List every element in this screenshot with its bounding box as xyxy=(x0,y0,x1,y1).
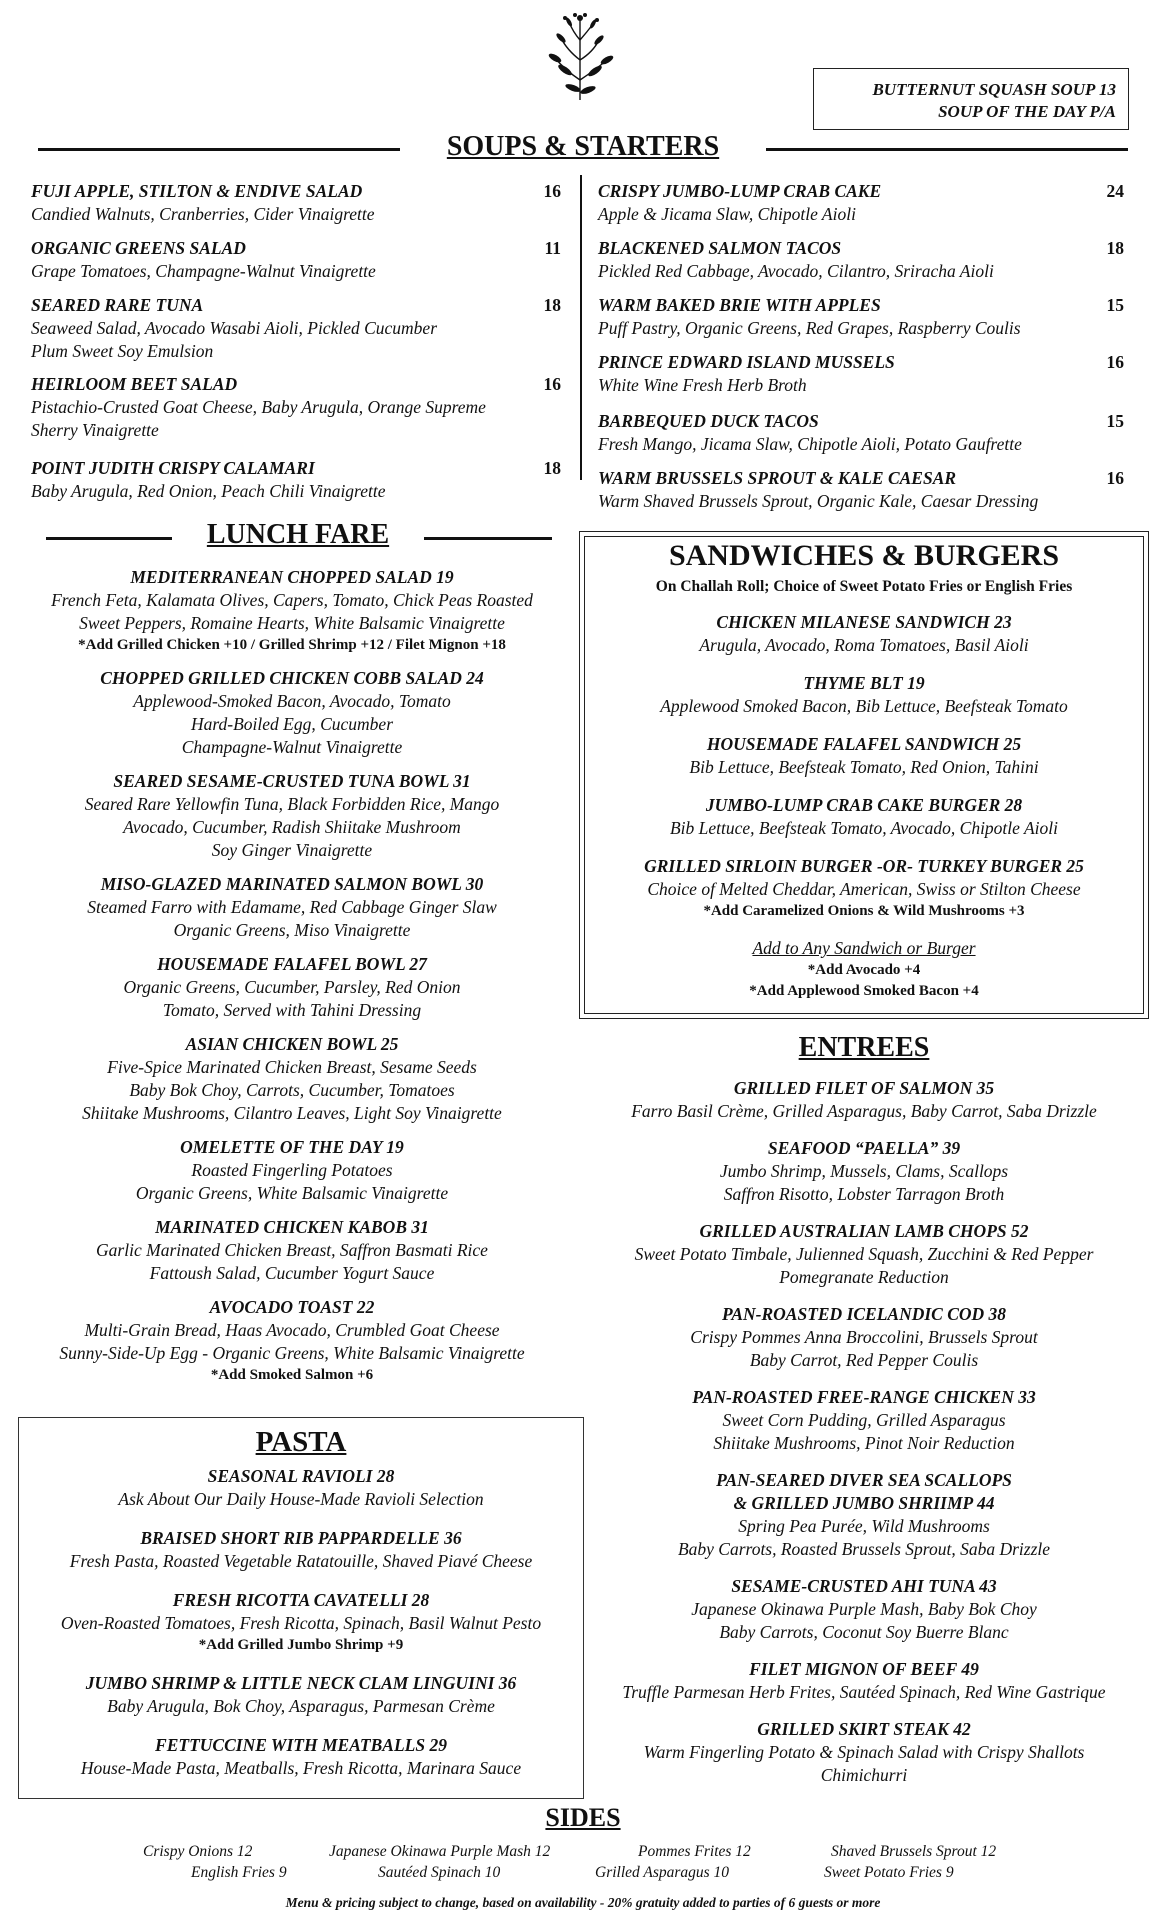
item-description: Baby Arugula, Red Onion, Peach Chili Vinaigrette xyxy=(31,481,386,501)
menu-item xyxy=(585,1469,1143,1561)
item-name: OMELETTE OF THE DAY 19 xyxy=(180,1137,404,1157)
item-description: Truffle Parmesan Herb Frites, Sautéed Spinach, Red Wine Gastrique xyxy=(622,1682,1106,1702)
side-item: Japanese Okinawa Purple Mash 12 xyxy=(329,1843,551,1860)
item-description: Chimichurri xyxy=(820,1765,908,1785)
item-addon-note: *Add Grilled Jumbo Shrimp +9 xyxy=(198,1637,404,1653)
item-name: BARBEQUED DUCK TACOS xyxy=(598,411,819,431)
item-description: Applewood-Smoked Bacon, Avocado, Tomato xyxy=(133,691,451,711)
item-description: Seared Rare Yellowfin Tuna, Black Forbidden Rice, Mango xyxy=(84,794,500,814)
item-name: GRILLED SKIRT STEAK 42 xyxy=(757,1719,971,1739)
menu-item xyxy=(22,953,562,1022)
item-description: Baby Carrots, Coconut Soy Buerre Blanc xyxy=(719,1622,1009,1642)
item-description: Apple & Jicama Slaw, Chipotle Aioli xyxy=(598,204,856,224)
item-description: Oven-Roasted Tomatoes, Fresh Ricotta, Spinach, Basil Walnut Pesto xyxy=(60,1613,542,1633)
item-price: 16 xyxy=(1106,468,1124,488)
menu-item xyxy=(585,611,1143,657)
item-name: PAN-ROASTED FREE-RANGE CHICKEN 33 xyxy=(692,1387,1036,1407)
item-description: Baby Carrots, Roasted Brussels Sprout, Saba Drizzle xyxy=(677,1539,1051,1559)
item-description: Soy Ginger Vinaigrette xyxy=(211,840,373,860)
item-addon-note: *Add Caramelized Onions & Wild Mushrooms +3 xyxy=(703,903,1025,919)
item-description: Fattoush Salad, Cucumber Yogurt Sauce xyxy=(149,1263,435,1283)
item-name: HOUSEMADE FALAFEL BOWL 27 xyxy=(157,954,427,974)
sides-row-2 xyxy=(0,1863,1166,1883)
menu-item xyxy=(31,294,561,363)
item-name: THYME BLT 19 xyxy=(803,673,925,693)
item-name: JUMBO SHRIMP & LITTLE NECK CLAM LINGUINI 36 xyxy=(85,1673,517,1693)
lunch-list xyxy=(22,566,562,1397)
item-name: GRILLED SIRLOIN BURGER -OR- TURKEY BURGER 25 xyxy=(644,856,1084,876)
pasta-title: PASTA xyxy=(255,1426,347,1458)
menu-item xyxy=(585,855,1143,922)
addon-item: *Add Avocado +4 xyxy=(807,962,921,978)
menu-item xyxy=(585,794,1143,840)
item-price: 16 xyxy=(543,374,561,394)
item-name: MEDITERRANEAN CHOPPED SALAD 19 xyxy=(130,567,454,587)
item-description: Tomato, Served with Tahini Dressing xyxy=(162,1000,422,1020)
item-name: SEAFOOD “PAELLA” 39 xyxy=(767,1138,961,1158)
item-name: CRISPY JUMBO-LUMP CRAB CAKE xyxy=(598,181,882,201)
item-description: Candied Walnuts, Cranberries, Cider Vinaigrette xyxy=(31,204,375,224)
item-name: FETTUCCINE WITH MEATBALLS 29 xyxy=(155,1735,447,1755)
menu-item xyxy=(598,237,1124,283)
item-name: PRINCE EDWARD ISLAND MUSSELS xyxy=(598,352,895,372)
menu-item xyxy=(22,873,562,942)
herb-sprig-logo xyxy=(535,10,625,102)
addon-item: *Add Applewood Smoked Bacon +4 xyxy=(749,983,979,999)
menu-item xyxy=(22,1672,580,1718)
item-addon-note: *Add Smoked Salmon +6 xyxy=(210,1367,374,1383)
menu-item xyxy=(22,1589,580,1656)
menu-item xyxy=(598,467,1124,513)
starters-title: SOUPS & STARTERS xyxy=(446,131,720,162)
item-name: SEASONAL RAVIOLI 28 xyxy=(207,1466,395,1486)
item-description: Choice of Melted Cheddar, American, Swiss or Stilton Cheese xyxy=(647,879,1081,899)
starters-divider xyxy=(580,175,582,480)
item-description: House-Made Pasta, Meatballs, Fresh Ricotta, Marinara Sauce xyxy=(80,1758,522,1778)
sides-title: SIDES xyxy=(545,1803,621,1832)
item-name: CHOPPED GRILLED CHICKEN COBB SALAD 24 xyxy=(100,668,484,688)
lunch-rule-left xyxy=(46,537,172,540)
item-description: Crispy Pommes Anna Broccolini, Brussels Sprout xyxy=(690,1327,1038,1347)
item-description: Baby Carrot, Red Pepper Coulis xyxy=(749,1350,979,1370)
menu-item xyxy=(31,180,561,226)
item-price: 15 xyxy=(1106,295,1124,315)
item-description: Organic Greens, Cucumber, Parsley, Red Onion xyxy=(123,977,461,997)
item-description: Warm Shaved Brussels Sprout, Organic Kale, Caesar Dressing xyxy=(598,491,1039,511)
item-description: Saffron Risotto, Lobster Tarragon Broth xyxy=(723,1184,1005,1204)
item-name: HEIRLOOM BEET SALAD xyxy=(31,374,238,394)
item-name: SEARED SESAME-CRUSTED TUNA BOWL 31 xyxy=(113,771,471,791)
menu-item xyxy=(585,1137,1143,1206)
item-description: Applewood Smoked Bacon, Bib Lettuce, Beefsteak Tomato xyxy=(660,696,1068,716)
item-name: ASIAN CHICKEN BOWL 25 xyxy=(185,1034,399,1054)
menu-item xyxy=(22,770,562,862)
item-description: Shiitake Mushrooms, Cilantro Leaves, Light Soy Vinaigrette xyxy=(82,1103,502,1123)
item-description: Sweet Potato Timbale, Julienned Squash, Zucchini & Red Pepper xyxy=(634,1244,1094,1264)
menu-item xyxy=(22,1216,562,1285)
item-description: Arugula, Avocado, Roma Tomatoes, Basil Aioli xyxy=(699,635,1029,655)
lunch-title: LUNCH FARE xyxy=(206,519,390,550)
item-description: Japanese Okinawa Purple Mash, Baby Bok Choy xyxy=(691,1599,1037,1619)
starters-rule-right xyxy=(766,148,1128,151)
item-price: 24 xyxy=(1106,181,1124,201)
sandwiches-subtitle: On Challah Roll; Choice of Sweet Potato Fries or English Fries xyxy=(655,578,1073,595)
sandwiches-content xyxy=(585,536,1143,1002)
menu-item xyxy=(31,237,561,283)
side-item: Shaved Brussels Sprout 12 xyxy=(831,1843,997,1860)
item-price: 16 xyxy=(1106,352,1124,372)
starters-rule-left xyxy=(38,148,400,151)
menu-item xyxy=(22,1033,562,1125)
menu-item xyxy=(585,1658,1143,1704)
menu-item xyxy=(598,351,1124,397)
side-item: Sautéed Spinach 10 xyxy=(378,1864,501,1881)
item-name: PAN-ROASTED ICELANDIC COD 38 xyxy=(721,1304,1007,1324)
item-description: Shiitake Mushrooms, Pinot Noir Reduction xyxy=(713,1433,1015,1453)
soup-line-1: BUTTERNUT SQUASH SOUP 13 xyxy=(872,80,1116,99)
menu-item xyxy=(598,410,1124,456)
item-description: Organic Greens, Miso Vinaigrette xyxy=(173,920,411,940)
starters-right-column xyxy=(598,180,1124,524)
item-name: GRILLED AUSTRALIAN LAMB CHOPS 52 xyxy=(699,1221,1029,1241)
item-description: Bib Lettuce, Beefsteak Tomato, Avocado, Chipotle Aioli xyxy=(669,818,1059,838)
item-name: BRAISED SHORT RIB PAPPARDELLE 36 xyxy=(140,1528,462,1548)
item-description: Avocado, Cucumber, Radish Shiitake Mushroom xyxy=(123,817,461,837)
item-description: Sweet Corn Pudding, Grilled Asparagus xyxy=(722,1410,1006,1430)
item-description: Sunny-Side-Up Egg - Organic Greens, White Balsamic Vinaigrette xyxy=(59,1343,525,1363)
item-description: Fresh Mango, Jicama Slaw, Chipotle Aioli, Potato Gaufrette xyxy=(598,434,1022,454)
item-name: PAN-SEARED DIVER SEA SCALLOPS xyxy=(716,1470,1012,1490)
side-item: Pommes Frites 12 xyxy=(638,1843,751,1860)
item-description: Jumbo Shrimp, Mussels, Clams, Scallops xyxy=(719,1161,1009,1181)
item-name: POINT JUDITH CRISPY CALAMARI xyxy=(31,458,315,478)
item-description: Multi-Grain Bread, Haas Avocado, Crumbled Goat Cheese xyxy=(84,1320,500,1340)
item-addon-note: *Add Grilled Chicken +10 / Grilled Shrimp +12 / Filet Mignon +18 xyxy=(78,637,506,653)
item-description: Puff Pastry, Organic Greens, Red Grapes, Raspberry Coulis xyxy=(598,318,1021,338)
item-description: Fresh Pasta, Roasted Vegetable Ratatouille, Shaved Piavé Cheese xyxy=(69,1551,533,1571)
item-description: French Feta, Kalamata Olives, Capers, Tomato, Chick Peas Roasted xyxy=(51,590,533,610)
item-price: 15 xyxy=(1106,411,1124,431)
entrees-list xyxy=(585,1077,1143,1801)
item-name: GRILLED FILET OF SALMON 35 xyxy=(733,1078,995,1098)
item-name: & GRILLED JUMBO SHRIIMP 44 xyxy=(733,1493,995,1513)
sides-row-1 xyxy=(0,1842,1166,1862)
menu-item xyxy=(585,1303,1143,1372)
item-price: 18 xyxy=(543,458,561,478)
soup-line-2: SOUP OF THE DAY P/A xyxy=(938,102,1116,121)
side-item: Sweet Potato Fries 9 xyxy=(824,1864,954,1881)
item-description: Baby Arugula, Bok Choy, Asparagus, Parmesan Crème xyxy=(107,1696,495,1716)
item-description: Bib Lettuce, Beefsteak Tomato, Red Onion, Tahini xyxy=(689,757,1039,777)
item-name: MARINATED CHICKEN KABOB 31 xyxy=(155,1217,429,1237)
sandwiches-title: SANDWICHES & BURGERS xyxy=(668,539,1060,572)
item-description: Champagne-Walnut Vinaigrette xyxy=(181,737,403,757)
item-name: FUJI APPLE, STILTON & ENDIVE SALAD xyxy=(31,181,363,201)
item-name: ORGANIC GREENS SALAD xyxy=(31,238,246,258)
item-description: Pickled Red Cabbage, Avocado, Cilantro, Sriracha Aioli xyxy=(598,261,994,281)
footer-note: Menu & pricing subject to change, based on availability - 20% gratuity added to parties of 6 guests or more xyxy=(285,1895,881,1910)
item-description: Five-Spice Marinated Chicken Breast, Sesame Seeds xyxy=(107,1057,477,1077)
item-name: AVOCADO TOAST 22 xyxy=(209,1297,375,1317)
pasta-content xyxy=(22,1423,580,1796)
item-name: BLACKENED SALMON TACOS xyxy=(598,238,842,258)
soup-box xyxy=(813,68,1129,130)
menu-item xyxy=(22,566,562,656)
side-item: Grilled Asparagus 10 xyxy=(595,1864,730,1881)
menu-item xyxy=(22,1296,562,1386)
menu-item xyxy=(585,1220,1143,1289)
menu-item xyxy=(22,1465,580,1511)
item-description: Pistachio-Crusted Goat Cheese, Baby Arugula, Orange Supreme xyxy=(31,397,486,417)
menu-item xyxy=(31,457,561,503)
entrees-title: ENTREES xyxy=(798,1032,930,1063)
item-description: Farro Basil Crème, Grilled Asparagus, Baby Carrot, Saba Drizzle xyxy=(631,1101,1097,1121)
item-price: 18 xyxy=(1106,238,1124,258)
menu-item xyxy=(585,1077,1143,1123)
item-description: Steamed Farro with Edamame, Red Cabbage Ginger Slaw xyxy=(87,897,497,917)
item-description: Grape Tomatoes, Champagne-Walnut Vinaigrette xyxy=(31,261,376,281)
item-description: Sweet Peppers, Romaine Hearts, White Balsamic Vinaigrette xyxy=(79,613,505,633)
item-name: CHICKEN MILANESE SANDWICH 23 xyxy=(716,612,1012,632)
item-description: Organic Greens, White Balsamic Vinaigrette xyxy=(135,1183,449,1203)
menu-item xyxy=(585,1386,1143,1455)
item-description: Ask About Our Daily House-Made Ravioli Selection xyxy=(118,1489,484,1509)
menu-item xyxy=(22,667,562,759)
item-description: Baby Bok Choy, Carrots, Cucumber, Tomatoes xyxy=(129,1080,455,1100)
side-item: English Fries 9 xyxy=(191,1864,287,1881)
item-name: JUMBO-LUMP CRAB CAKE BURGER 28 xyxy=(705,795,1023,815)
item-description: Plum Sweet Soy Emulsion xyxy=(31,341,214,361)
side-item: Crispy Onions 12 xyxy=(143,1843,253,1860)
item-price: 16 xyxy=(543,181,561,201)
item-name: HOUSEMADE FALAFEL SANDWICH 25 xyxy=(706,734,1022,754)
item-name: FRESH RICOTTA CAVATELLI 28 xyxy=(172,1590,430,1610)
item-description: White Wine Fresh Herb Broth xyxy=(598,375,807,395)
item-description: Spring Pea Purée, Wild Mushrooms xyxy=(738,1516,990,1536)
item-description: Roasted Fingerling Potatoes xyxy=(191,1160,393,1180)
menu-item xyxy=(598,294,1124,340)
item-description: Pomegranate Reduction xyxy=(779,1267,949,1287)
menu-item xyxy=(585,1575,1143,1644)
menu-item xyxy=(31,373,561,442)
item-price: 11 xyxy=(544,238,561,258)
item-name: SEARED RARE TUNA xyxy=(31,295,204,315)
lunch-rule-right xyxy=(424,537,552,540)
item-name: FILET MIGNON OF BEEF 49 xyxy=(749,1659,979,1679)
starters-left-column xyxy=(31,180,561,514)
item-name: SESAME-CRUSTED AHI TUNA 43 xyxy=(731,1576,997,1596)
item-price: 18 xyxy=(543,295,561,315)
item-name: MISO-GLAZED MARINATED SALMON BOWL 30 xyxy=(100,874,484,894)
item-name: WARM BRUSSELS SPROUT & KALE CAESAR xyxy=(598,468,957,488)
menu-item xyxy=(598,180,1124,226)
item-description: Hard-Boiled Egg, Cucumber xyxy=(190,714,394,734)
menu-item xyxy=(585,672,1143,718)
item-description: Seaweed Salad, Avocado Wasabi Aioli, Pickled Cucumber xyxy=(31,318,438,338)
menu-item xyxy=(22,1527,580,1573)
item-name: WARM BAKED BRIE WITH APPLES xyxy=(598,295,881,315)
menu-item xyxy=(585,1718,1143,1787)
menu-item xyxy=(22,1734,580,1780)
item-description: Garlic Marinated Chicken Breast, Saffron Basmati Rice xyxy=(96,1240,488,1260)
menu-item xyxy=(22,1136,562,1205)
item-description: Sherry Vinaigrette xyxy=(31,420,159,440)
addon-heading: Add to Any Sandwich or Burger xyxy=(752,938,976,958)
menu-item xyxy=(585,733,1143,779)
item-description: Warm Fingerling Potato & Spinach Salad with Crispy Shallots xyxy=(643,1742,1085,1762)
